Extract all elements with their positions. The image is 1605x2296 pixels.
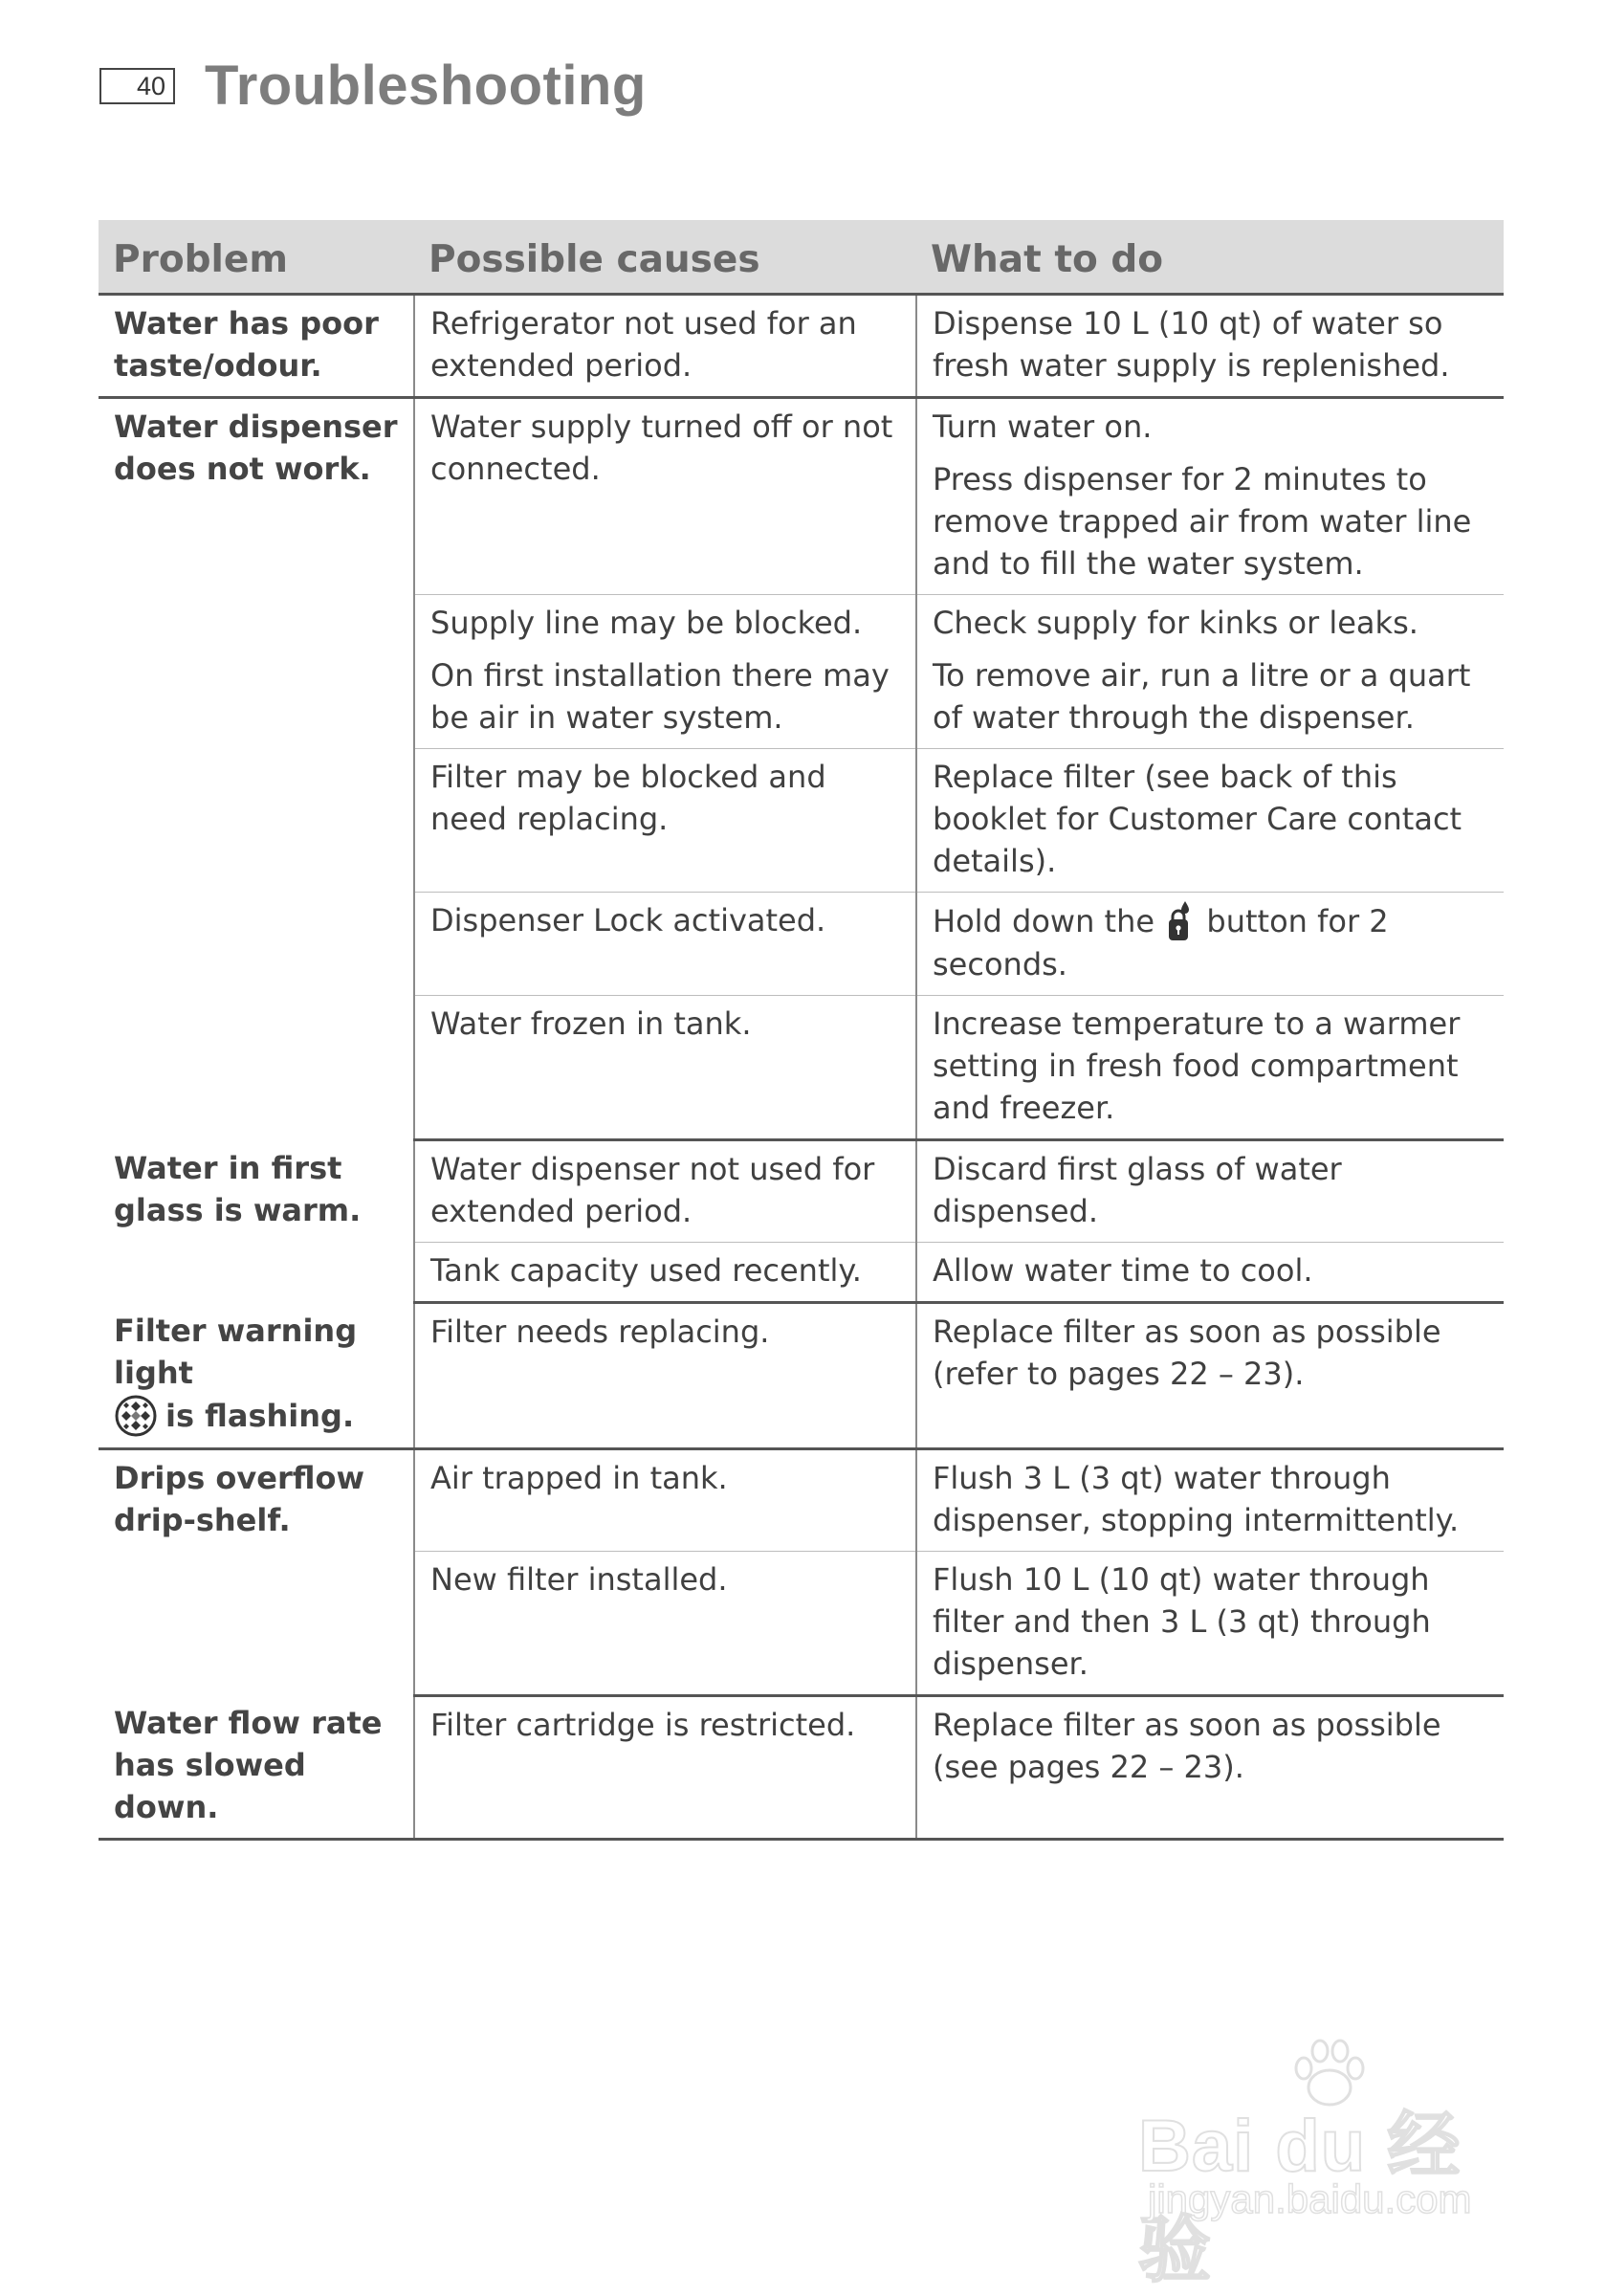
problem-text: Filter warning light xyxy=(114,1312,358,1391)
watermark-brand: Bai du 经验 xyxy=(1138,2106,1462,2291)
problem-cell: Drips overflow drip-shelf. xyxy=(114,1459,364,1538)
cause-cell: Filter cartridge is restricted. xyxy=(414,1695,916,1840)
table-header-row xyxy=(99,220,1504,295)
dispenser-lock-icon xyxy=(1167,899,1194,943)
todo-cell: Replace filter as soon as possible (refer to pages 22 – 23). xyxy=(916,1303,1504,1449)
problem-cell: Water flow rate has slowed down. xyxy=(99,1695,414,1840)
header-what-to-do: What to do xyxy=(916,220,1504,295)
watermark-url: jingyan.baidu.com xyxy=(1148,2176,1472,2221)
table-row xyxy=(99,1140,1504,1243)
cause-cell: Refrigerator not used for an extended period. xyxy=(414,295,916,398)
filter-warning-icon xyxy=(114,1394,158,1438)
problem-cell: Water in first glass is warm. xyxy=(114,1149,362,1228)
todo-text: button for 2 seconds. xyxy=(933,903,1389,982)
table-row xyxy=(99,1303,1504,1449)
problem-cell xyxy=(99,1303,414,1449)
problem-cell: Water dispenser does not work. xyxy=(114,408,398,487)
cause-cell: Filter needs replacing. xyxy=(414,1303,916,1449)
cause-cell: Filter may be blocked and need replacing. xyxy=(414,749,916,893)
todo-paragraph: To remove air, run a litre or a quart of water through the dispenser. xyxy=(933,657,1471,736)
header-possible-causes: Possible causes xyxy=(414,220,916,295)
todo-text: Hold down the xyxy=(933,903,1155,939)
cause-cell: Tank capacity used recently. xyxy=(414,1243,916,1303)
todo-cell xyxy=(916,595,1504,749)
baidu-watermark xyxy=(1138,2038,1521,2291)
table-row xyxy=(99,398,1504,595)
todo-cell: Discard first glass of water dispensed. xyxy=(916,1140,1504,1243)
problem-cell: Water has poor taste/odour. xyxy=(99,295,414,398)
cause-paragraph: On first installation there may be air in water system. xyxy=(430,657,890,736)
cause-cell: Water dispenser not used for extended period. xyxy=(414,1140,916,1243)
cause-cell: Water frozen in tank. xyxy=(414,996,916,1140)
todo-cell xyxy=(916,893,1504,996)
cause-cell: Water supply turned off or not connected. xyxy=(414,398,916,595)
table-row xyxy=(99,1695,1504,1840)
page-title: Troubleshooting xyxy=(205,55,647,117)
todo-cell: Dispense 10 L (10 qt) of water so fresh water supply is replenished. xyxy=(916,295,1504,398)
table-row xyxy=(99,1448,1504,1551)
cause-cell: Dispenser Lock activated. xyxy=(414,893,916,996)
todo-paragraph: Check supply for kinks or leaks. xyxy=(933,605,1418,641)
troubleshooting-table xyxy=(99,220,1504,1841)
todo-paragraph: Press dispenser for 2 minutes to remove trapped air from water line and to fill the water system. xyxy=(933,461,1472,582)
table-row xyxy=(99,295,1504,398)
header-problem: Problem xyxy=(99,220,414,295)
todo-cell: Allow water time to cool. xyxy=(916,1243,1504,1303)
todo-cell: Flush 3 L (3 qt) water through dispenser, stopping intermittently. xyxy=(916,1448,1504,1551)
cause-cell: New filter installed. xyxy=(414,1551,916,1695)
todo-cell: Replace filter as soon as possible (see pages 22 – 23). xyxy=(916,1695,1504,1840)
problem-text-line xyxy=(114,1394,400,1438)
cause-cell xyxy=(414,595,916,749)
todo-paragraph: Turn water on. xyxy=(933,408,1153,445)
cause-paragraph: Supply line may be blocked. xyxy=(430,605,863,641)
problem-text: is flashing. xyxy=(165,1397,355,1434)
todo-cell: Replace filter (see back of this booklet for Customer Care contact details). xyxy=(916,749,1504,893)
todo-cell: Flush 10 L (10 qt) water through filter and then 3 L (3 qt) through dispenser. xyxy=(916,1551,1504,1695)
page-number: 40 xyxy=(99,68,175,104)
cause-cell: Air trapped in tank. xyxy=(414,1448,916,1551)
todo-cell xyxy=(916,398,1504,595)
todo-cell: Increase temperature to a warmer setting in fresh food compartment and freezer. xyxy=(916,996,1504,1140)
